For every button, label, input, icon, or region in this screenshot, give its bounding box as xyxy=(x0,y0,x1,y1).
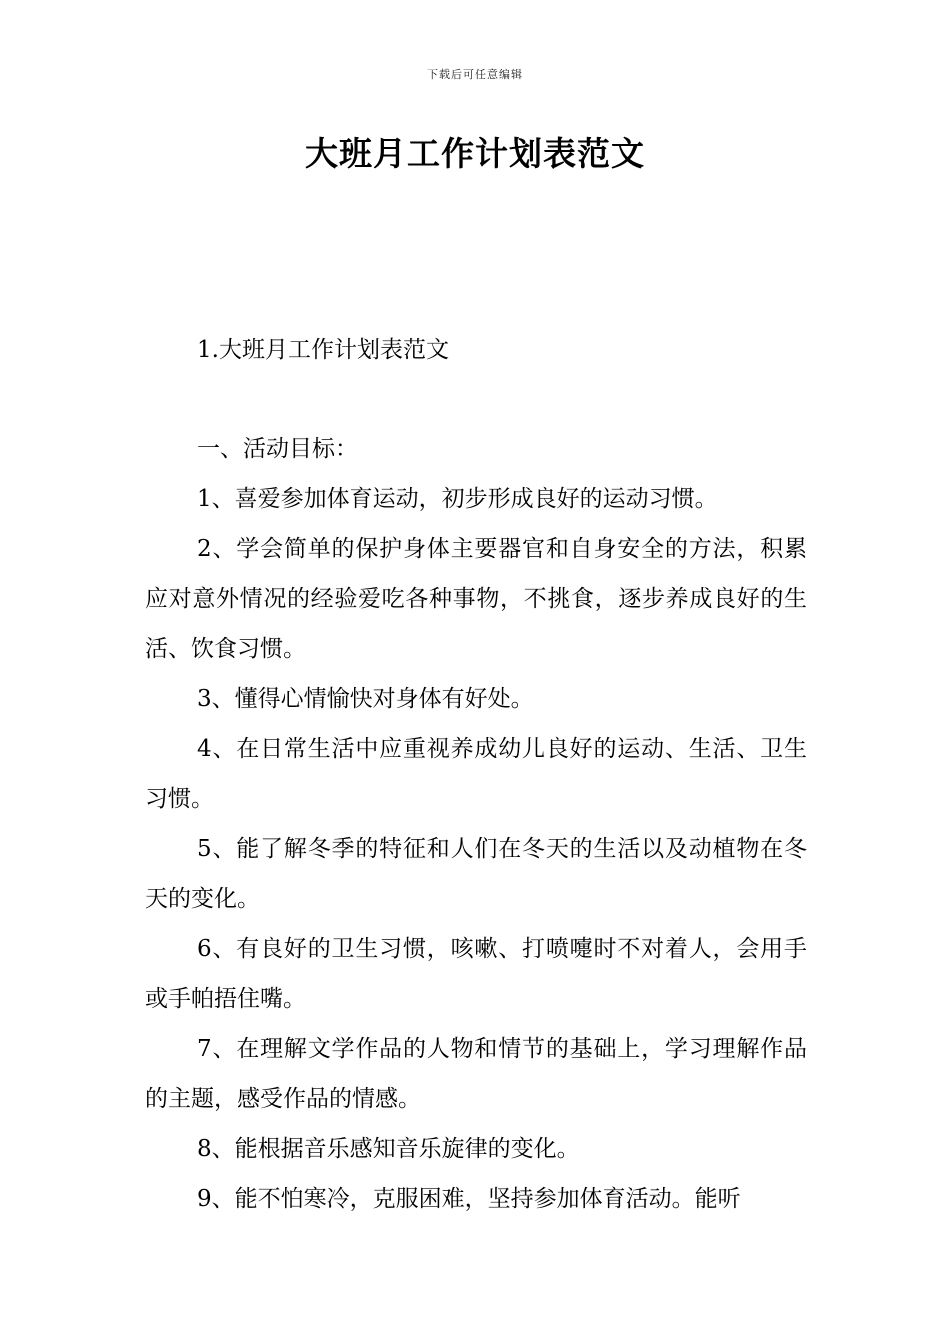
paragraph-goal-2: 2、学会简单的保护身体主要器官和自身安全的方法，积累应对意外情况的经验爱吃各种事物，不挑食，逐步养成良好的生活、饮食习惯。 xyxy=(145,536,807,662)
paragraph-goal-9: 9、能不怕寒冷，克服困难，坚持参加体育活动。能听 xyxy=(197,1186,741,1212)
paragraph-goal-8: 8、能根据音乐感知音乐旋律的变化。 xyxy=(197,1136,580,1162)
paragraph-goal-1: 1、喜爱参加体育运动，初步形成良好的运动习惯。 xyxy=(197,486,718,512)
paragraph-goal-6: 6、有良好的卫生习惯，咳嗽、打喷嚏时不对着人，会用手或手帕捂住嘴。 xyxy=(145,936,807,1012)
paragraph-goal-7: 7、在理解文学作品的人物和情节的基础上，学习理解作品的主题，感受作品的情感。 xyxy=(145,1036,807,1112)
header-note: 下载后可任意编辑 xyxy=(427,68,523,81)
paragraph-goal-4: 4、在日常生活中应重视养成幼儿良好的运动、生活、卫生习惯。 xyxy=(145,736,807,812)
document-title: 大班月工作计划表范文 xyxy=(305,134,645,173)
paragraph-activity-goals-heading: 一、活动目标： xyxy=(197,436,358,462)
section-title: 1.大班月工作计划表范文 xyxy=(197,337,449,363)
paragraph-goal-3: 3、懂得心情愉快对身体有好处。 xyxy=(197,686,534,712)
paragraph-goal-5: 5、能了解冬季的特征和人们在冬天的生活以及动植物在冬天的变化。 xyxy=(145,836,807,912)
document-body xyxy=(145,424,807,1224)
